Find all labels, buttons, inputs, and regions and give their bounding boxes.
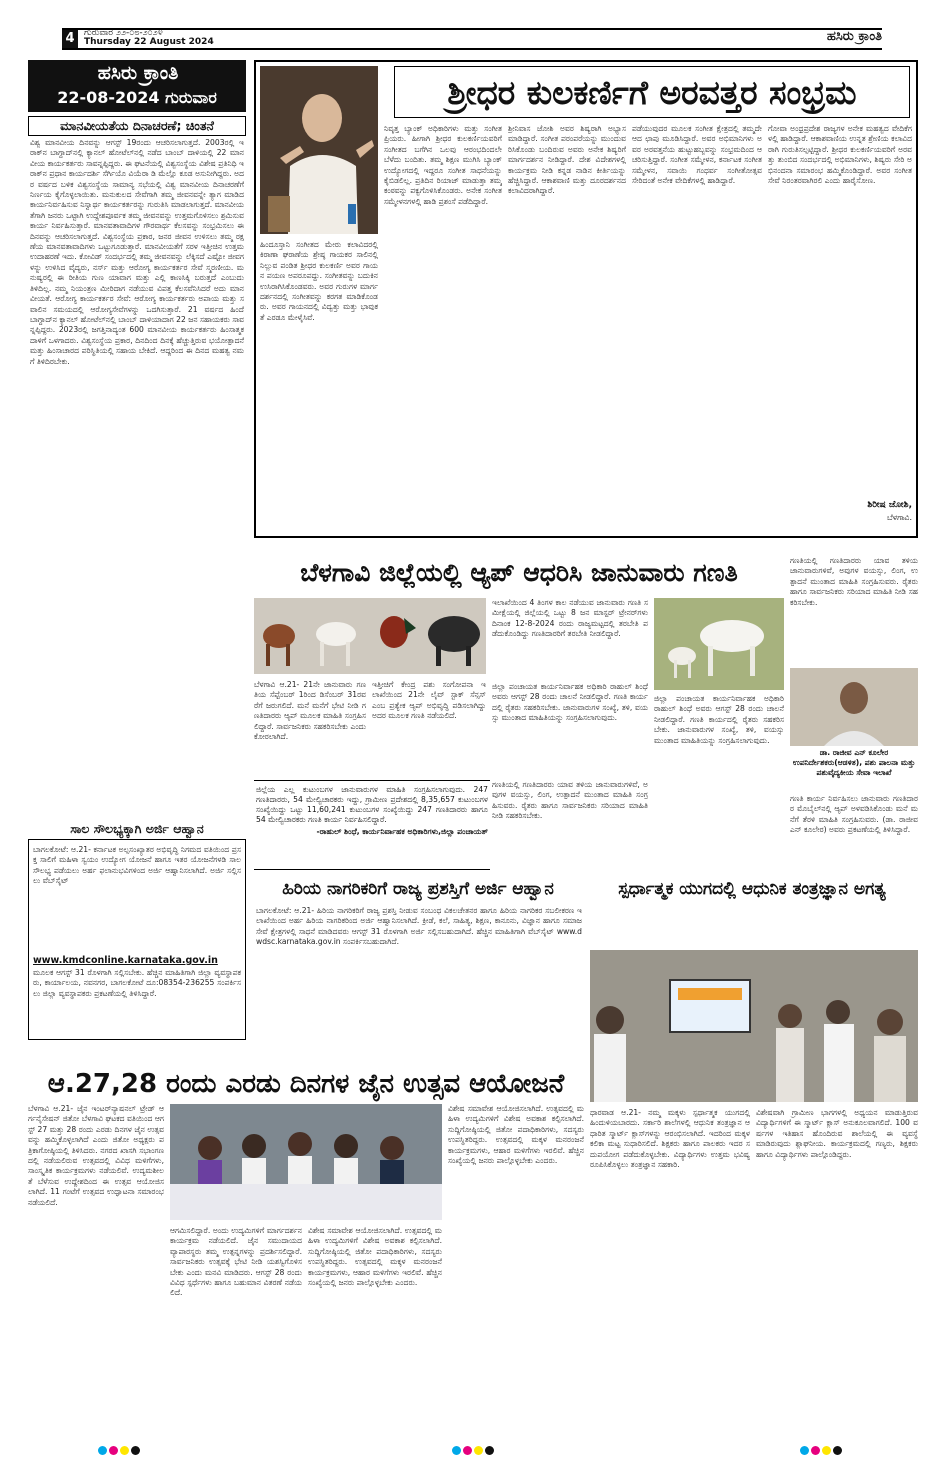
smart-class-photo-art bbox=[590, 950, 918, 1102]
jain-headline: ಆ.27,28 ರಂದು ಎರಡು ದಿನಗಳ ಜೈನ ಉತ್ಸವ ಆಯೋಜನೆ bbox=[47, 1069, 565, 1099]
cyan-dot bbox=[452, 1446, 461, 1455]
press-meet-photo bbox=[170, 1104, 442, 1220]
census-stats-box bbox=[254, 780, 490, 870]
top-story-col-1: ಹಿಂದೂಸ್ತಾನಿ ಸಂಗೀತದ ಮೇರು ಕಲಾವಿದರಲ್ಲಿ ಕಿರಾಣಾ ಘರಾಣೆಯ ಶ್ರೇಷ್ಠ ಗಾಯಕರ ಸಾಲಿನಲ್ಲಿ ನಿಲ್ಲುವ ಪಂಡಿತ ಶ್ರೀಧರ ಕುಲಕರ್ಣಿ ಅವರ ಗಾಯನ ಪಯಣ ಅಪರೂಪದ್ದು. ಸಂಗೀತವನ್ನು ಬದುಕಿನ ಉಸಿರಾಗಿಸಿಕೊಂಡವರು. ಅವರ ಗುರುಗಳ ಮಾರ್ಗದರ್ಶನದಲ್ಲಿ ಸಂಗೀತವನ್ನು ಕರಗತ ಮಾಡಿಕೊಂಡರು. ಅವರ ಗಾಯನದಲ್ಲಿ ವಿದ್ವತ್ತು ಮತ್ತು ಭಾವುಕತೆ ಎರಡೂ ಮೇಳೈಸಿವೆ. bbox=[260, 240, 378, 322]
cmyk-marks-right bbox=[800, 1440, 844, 1459]
black-dot bbox=[485, 1446, 494, 1455]
official-caption: ಡಾ. ರಾಜೀವ ಎನ್ ಕೂಲೇರ ಉಪನಿರ್ದೇಶಕರು(ಆಡಳಿತ), ಪಶು ಪಾಲನಾ ಮತ್ತು ಪಶುವೈದ್ಯಕೀಯ ಸೇವಾ ಇಲಾಖೆ bbox=[792, 748, 916, 777]
magenta-dot bbox=[109, 1446, 118, 1455]
census-text-a: ಇಲಾಖೆಯಿಂದ 4 ತಿಂಗಳ ಕಾಲ ನಡೆಯುವ ಜಾನುವಾರು ಗಣತಿ ಸಮೀಕ್ಷೆಯಲ್ಲಿ ಜಿಲ್ಲೆಯಲ್ಲಿ ಒಟ್ಟು 8 ಜನ ಮಾಸ್ಟರ್ ಟ್ರೇನರ್‌ಗಳು ದಿನಾಂಕ 12-8-2024 ರಂದು ರಾಜ್ಯಮಟ್ಟದಲ್ಲಿ ತರಬೇತಿ ಪಡೆದುಕೊಂಡಿದ್ದು ಗಣತಿದಾರರಿಗೆ ತರಬೇತಿ ನೀಡಲಿದ್ದಾರೆ. bbox=[492, 598, 648, 639]
loan-notice-title: ಸಾಲ ಸೌಲಭ್ಯಕ್ಕಾಗಿ ಅರ್ಜಿ ಆಹ್ವಾನ bbox=[28, 818, 246, 840]
official-photo bbox=[790, 668, 918, 746]
logo-date: 22-08-2024 ಗುರುವಾರ bbox=[57, 88, 217, 107]
census-text-b: ಬೆಳಗಾವಿ ಆ.21- 21ನೇ ಜಾನುವಾರು ಗಣತಿಯ ಸೆಪ್ಟೆಂಬರ್ 1ರಿಂದ ಡಿಸೆಂಬರ್ 31ರವರೆಗೆ ಜರುಗಲಿದೆ. ಮನೆ ಮನೆಗೆ ಭೇಟಿ ನೀಡಿ ಗಣತಿದಾರರು ಆ್ಯಪ್ ಮೂಲಕ ಮಾಹಿತಿ ಸಂಗ್ರಹಿಸಲಿದ್ದಾರೆ. ಸಾರ್ವಜನಿಕರು ಸಹಕರಿಸಬೇಕು ಎಂದು ಕೋರಲಾಗಿದೆ. bbox=[254, 680, 366, 742]
date-kannada: ಗುರುವಾರ ೨೨-೦೮-೨೦೨೪ bbox=[84, 28, 163, 38]
cyan-dot bbox=[98, 1446, 107, 1455]
yellow-dot bbox=[822, 1446, 831, 1455]
census-stats-signature: -ರಾಹುಲ್ ಶಿಂಧೆ, ಕಾರ್ಯನಿರ್ವಾಹಕ ಅಧಿಕಾರಿಗಳು,ಜಿಲ್ಲಾ ಪಂಚಾಯತ್ bbox=[316, 827, 488, 836]
jain-col-right: ವಿಶೇಷ ಸಮಾವೇಶ ಆಯೋಜಿಸಲಾಗಿದೆ. ಉತ್ಸವದಲ್ಲಿ ಮಹಿಳಾ ಉದ್ಯಮಿಗಳಿಗೆ ವಿಶೇಷ ಅವಕಾಶ ಕಲ್ಪಿಸಲಾಗಿದೆ. ಸುದ್ದಿಗೋಷ್ಠಿಯಲ್ಲಿ ಜಿತೋ ಪದಾಧಿಕಾರಿಗಳು, ಸದಸ್ಯರು ಉಪಸ್ಥಿತರಿದ್ದರು. ಉತ್ಸವದಲ್ಲಿ ಮಕ್ಕಳ ಮನರಂಜನೆ ಕಾರ್ಯಕ್ರಮಗಳು, ಆಹಾರ ಮಳಿಗೆಗಳು ಇರಲಿವೆ. ಹೆಚ್ಚಿನ ಸಂಖ್ಯೆಯಲ್ಲಿ ಜನರು ಪಾಲ್ಗೊಳ್ಳಬೇಕು ಎಂದರು. bbox=[308, 1226, 442, 1288]
top-story-col-5: ಗೋವಾ ಅಂಧ್ರಪ್ರದೇಶ ರಾಜ್ಯಗಳ ಅನೇಕ ಮಹತ್ವದ ವೇದಿಕೆಗಳಲ್ಲಿ ಹಾಡಿದ್ದಾರೆ. ಆಕಾಶವಾಣಿಯ ಉನ್ನತ ಶ್ರೇಣಿಯ ಕಲಾವಿದರಾಗಿ ಗುರುತಿಸಲ್ಪಟ್ಟಿದ್ದಾರೆ. ಶ್ರೀಧರ ಕುಲಕರ್ಣಿಯವರಿಗೆ ಅರವತ್ತು ತುಂಬಿದ ಸಂದರ್ಭದಲ್ಲಿ ಅಭಿಮಾನಿಗಳು, ಶಿಷ್ಯರು ಸೇರಿ ಅಭಿನಂದನಾ ಸಮಾರಂಭ ಹಮ್ಮಿಕೊಂಡಿದ್ದಾರೆ. ಅವರ ಸಂಗೀತ ಸೇವೆ ನಿರಂತರವಾಗಿರಲಿ ಎಂದು ಹಾರೈಸೋಣ. bbox=[768, 124, 912, 186]
tech-col-2: ವಿಶೇಷವಾಗಿ ಗ್ರಾಮೀಣ ಭಾಗಗಳಲ್ಲಿ ಅಧ್ಯಯನ ಮಾಡುತ್ತಿರುವ ವಿದ್ಯಾರ್ಥಿಗಳಿಗೆ ಈ ಸ್ಮಾರ್ಟ್ ಕ್ಲಾಸ್ ಅನುಕೂಲವಾಗಲಿದೆ. 100 ವರ್ಷಗಳ ಇತಿಹಾಸ ಹೊಂದಿರುವ ಶಾಲೆಯಲ್ಲಿ ಈ ವ್ಯವಸ್ಥೆ ಮಾಡಿರುವುದು ಶ್ಲಾಘನೀಯ. ಕಾರ್ಯಕ್ರಮದಲ್ಲಿ ಗಣ್ಯರು, ಶಿಕ್ಷಕರು ಹಾಗೂ ವಿದ್ಯಾರ್ಥಿಗಳು ಪಾಲ್ಗೊಂಡಿದ್ದರು. bbox=[756, 1108, 918, 1159]
humanity-article-body: ವಿಶ್ವ ಮಾನವೀಯ ದಿನವನ್ನು ಆಗಸ್ಟ್ 19ರಂದು ಆಚರಿಸಲಾಗುತ್ತದೆ. 2003ರಲ್ಲಿ ಇರಾಕ್‌ನ ಬಾಗ್ದಾದ್‌ನಲ್ಲಿ ಕ್ಯಾನಲ್ ಹೋಟೆಲ್‌ನಲ್ಲಿ ನಡೆದ ಬಾಂಬ್ ದಾಳಿಯಲ್ಲಿ 22 ಮಾನವೀಯ ಕಾರ್ಯಕರ್ತರು ಸಾವನ್ನಪ್ಪಿದ್ದರು. ಈ ಘಟನೆಯಲ್ಲಿ ವಿಶ್ವಸಂಸ್ಥೆಯ ವಿಶೇಷ ಪ್ರತಿನಿಧಿ ಇರಾಕ್‌ನ ಪ್ರಧಾನ ಕಾರ್ಯದರ್ಶಿ ಸೆರ್ಗಿಯೊ ವಿಯೆರಾ ಡಿ ಮೆಲ್ಲೊ ಕೂಡ ಅಸುನೀಗಿದ್ದರು. ಅದರ ವರ್ಷದ ಬಳಿಕ ವಿಶ್ವಸಂಸ್ಥೆಯ ಸಾಮಾನ್ಯ ಸಭೆಯಲ್ಲಿ ವಿಶ್ವ ಮಾನವೀಯ ದಿನಾಚರಣೆಗೆ ನಿರ್ಣಯ ಕೈಗೊಳ್ಳಲಾಯಿತು. ಮನುಕುಲದ ಸೇವೆಗಾಗಿ ತಮ್ಮ ಜೀವನವನ್ನೇ ತ್ಯಾಗ ಮಾಡಿದ ಕಾರ್ಯನಿರ್ವಹಿಸುವ ನಿಸ್ವಾರ್ಥ ಕಾರ್ಯಕರ್ತರನ್ನು ಗುರುತಿಸಿ ಮಾಡಲಾಗುತ್ತದೆ. ಮಾನವೀಯತೆಗಾಗಿ ಜನರು ಒಟ್ಟಾಗಿ ಉದ್ದೇಶಪೂರ್ವಕ ತಮ್ಮ ಜೀವನವನ್ನು ಉತ್ತಮಗೊಳಿಸಲು ಶ್ರಮಿಸುವ ಕಾರ್ಯ ನಿರ್ವಹಿಸುತ್ತಾರೆ. ಮಾನವತಾವಾದಿಗಳ ಗೌರವಾರ್ಥ ಕೆಲಸವನ್ನು ಸಂಭ್ರಮಿಸಲು ಈ ದಿನವನ್ನು ಆಚರಿಸಲಾಗುತ್ತದೆ. ವಿಶ್ವಸಂಸ್ಥೆಯ ಪ್ರಕಾರ, ಜನರ ಜೀವನ ಉಳಿಸಲು ತಮ್ಮ ರಕ್ಷಣೆಯ ಮಾನವತಾವಾದಿಗಳು ಒಟ್ಟುಗೂಡುತ್ತಾರೆ. ಮಾನವೀಯತೆಗೆ ಸರಳ ಇತ್ತೀಚಿನ ಉತ್ತಮ ಉದಾಹರಣೆ ಇದು. ಕೋವಿಡ್ ಸಂದರ್ಭದಲ್ಲಿ ತಮ್ಮ ಜೀವನವನ್ನು ಲೆಕ್ಕಿಸದೆ ಎಷ್ಟೋ ಜೀವಗಳನ್ನು ಉಳಿಸಿದ ವೈದ್ಯರು, ನರ್ಸ್ ಮತ್ತು ಆರೋಗ್ಯ ಕಾರ್ಯಕರ್ತರ ಸೇವೆ ಸ್ಮರಣೀಯ. ಮನುಷ್ಯರಲ್ಲಿ ಈ ರೀತಿಯ ಗುಣ ಯಾವಾಗ ಮತ್ತು ಎಲ್ಲಿ ಕಾಣಸಿಕ್ಕಿ ಬರುತ್ತದೆ ಎಂಬುದು ತಿಳಿದಿಲ್ಲ. ನಮ್ಮ ನಿಯಂತ್ರಣ ಮೀರಿದಾಗ ನಡೆಯುವ ವಿಪತ್ತ ಕೆಲಸವೆನಿಸಿದರೆ ಅದು ಮಾನವೀಯತೆ. ಆರೋಗ್ಯ ಕಾರ್ಯಕರ್ತರ ಸೇವೆ: ಆರೋಗ್ಯ ಕಾರ್ಯಕರ್ತರು ಅಪಾಯ ಮತ್ತು ಸವಾಲಿನ ಸಮಯದಲ್ಲಿ ಆರೋಗ್ಯಸೇವೆಗಳನ್ನು ಒದಗಿಸುತ್ತಾರೆ. 21 ವರ್ಷದ ಹಿಂದೆ ಬಾಗ್ದಾದ್‌ನ ಕ್ಯಾನಲ್ ಹೋಟೆಲ್‌ನಲ್ಲಿ ಬಾಂಬ್ ದಾಳಿಯಾದಾಗ 22 ಜನ ಸಹಾಯಕರು ಸಾವನ್ನಪ್ಪಿದ್ದರು. 2023ರಲ್ಲಿ ಜಗತ್ತಿನಾದ್ಯಂತ 600 ಮಾನವೀಯ ಕಾರ್ಯಕರ್ತರು ಹಿಂಸಾತ್ಮಕ ದಾಳಿಗೆ ಒಳಗಾದರು. ವಿಶ್ವಸಂಸ್ಥೆಯ ಪ್ರಕಾರ, ದಿನದಿಂದ ದಿನಕ್ಕೆ ಹೆಚ್ಚುತ್ತಿರುವ ಭಯೋತ್ಪಾದನೆ ಮತ್ತು ಹಿಂಸಾಚಾರದ ಪರಿಸ್ಥಿತಿಯಲ್ಲಿ ಸಹಾಯ ಬೇಕಿದೆ. ಆದ್ದರಿಂದ ಈ ದಿನದ ಮಹತ್ವ ನಮಗೆ ತಿಳಿದಿರಬೇಕು. bbox=[30, 138, 244, 366]
smart-class-photo bbox=[590, 950, 918, 1102]
loan-notice-body: ಬಾಗಲಕೋಟೆ: ಆ.21- ಕರ್ನಾಟಕ ಅಲ್ಪಸಂಖ್ಯಾತರ ಅಭಿವೃದ್ಧಿ ನಿಗಮದ ವತಿಯಿಂದ ಪ್ರಸಕ್ತ ಸಾಲಿಗೆ ಮಹಿಳಾ ಸ್ವಯಂ ಉದ್ಯೋಗ ಯೋಜನೆ ಹಾಗೂ ಇತರ ಯೋಜನೆಗಳಡಿ ಸಾಲ ಸೌಲಭ್ಯ ಪಡೆಯಲು ಅರ್ಹ ಫಲಾನುಭವಿಗಳಿಂದ ಅರ್ಜಿ ಆಹ್ವಾನಿಸಲಾಗಿದೆ. ಅರ್ಜಿ ಸಲ್ಲಿಸಲು ವೆಬ್‌ಸೈಟ್ bbox=[33, 845, 241, 886]
census-stats-text: ಜಿಲ್ಲೆಯ ಎಲ್ಲ ಕುಟುಂಬಗಳ ಜಾನುವಾರುಗಳ ಮಾಹಿತಿ ಸಂಗ್ರಹಿಸಲಾಗುವುದು. 247 ಗಣತಿದಾರರು, 54 ಮೇಲ್ವಿಚಾರಕರು ಇದ್ದು, ಗ್ರಾಮೀಣ ಪ್ರದೇಶದಲ್ಲಿ 8,35,657 ಕುಟುಂಬಗಳ ಸಂಖ್ಯೆಯಿದ್ದು ಒಟ್ಟು 11,60,241 ಕುಟುಂಬಗಳ ಸಂಖ್ಯೆಯಿದ್ದು 247 ಗಣತಿದಾರರು ಹಾಗೂ 54 ಮೇಲ್ವಿಚಾರಕರು ಗಣತಿ ಕಾರ್ಯ ನಿರ್ವಹಿಸಲಿದ್ದಾರೆ. bbox=[256, 785, 488, 824]
census-text-g-top: ಗಣತಿಯಲ್ಲಿ ಗಣತಿದಾರರು ಯಾವ ತಳಿಯ ಜಾನುವಾರುಗಳಿವೆ, ಅವುಗಳ ವಯಸ್ಸು, ಲಿಂಗ, ಉತ್ಪಾದನೆ ಮುಂತಾದ ಮಾಹಿತಿ ಸಂಗ್ರಹಿಸುವರು. ರೈತರು ಹಾಗೂ ಸಾರ್ವಜನಿಕರು ಸರಿಯಾದ ಮಾಹಿತಿ ನೀಡಿ ಸಹಕರಿಸಬೇಕು. bbox=[790, 556, 918, 607]
magenta-dot bbox=[811, 1446, 820, 1455]
census-text-f: ಗಣತಿಯಲ್ಲಿ ಗಣತಿದಾರರು ಯಾವ ತಳಿಯ ಜಾನುವಾರುಗಳಿವೆ, ಅವುಗಳ ವಯಸ್ಸು, ಲಿಂಗ, ಉತ್ಪಾದನೆ ಮುಂತಾದ ಮಾಹಿತಿ ಸಂಗ್ರಹಿಸುವರು. ರೈತರು ಹಾಗೂ ಸಾರ್ವಜನಿಕರು ಸರಿಯಾದ ಮಾಹಿತಿ ನೀಡಿ ಸಹಕರಿಸಬೇಕು. bbox=[492, 780, 648, 821]
top-story-col-3: ಶ್ರೀನಿವಾಸ ಜೋಶಿ ಅವರ ಶಿಷ್ಯರಾಗಿ ಅಭ್ಯಾಸ ಮಾಡಿದ್ದಾರೆ. ಸಂಗೀತ ಪರಂಪರೆಯನ್ನು ಮುಂದುವರಿಸಿಕೊಂಡು ಬಂದಿರುವ ಅವರು ಅನೇಕ ಶಿಷ್ಯರಿಗೆ ಮಾರ್ಗದರ್ಶನ ನೀಡಿದ್ದಾರೆ. ದೇಶ ವಿದೇಶಗಳಲ್ಲಿ ಕಾರ್ಯಕ್ರಮ ನೀಡಿ ಕನ್ನಡ ನಾಡಿನ ಕೀರ್ತಿಯನ್ನು ಹೆಚ್ಚಿಸಿದ್ದಾರೆ. ಆಕಾಶವಾಣಿ ಮತ್ತು ದೂರದರ್ಶನದ ಕಲಾವಿದರಾಗಿದ್ದಾರೆ. bbox=[508, 124, 626, 196]
section-title-humanity: ಮಾನವೀಯತೆಯ ದಿನಾಚರಣೆ; ಚಿಂತನೆ bbox=[28, 116, 246, 136]
census-text-c: ಇತ್ತೀಚಿಗೆ ಕೇಂದ್ರ ಪಶು ಸಂಗೋಪನಾ ಇಲಾಖೆಯಿಂದ 21ನೇ ಲೈವ್ ಸ್ಟಾಕ್ ಸೆನ್ಸಸ್ ಎಂಬ ಪ್ರತ್ಯೇಕ ಆ್ಯಪ್ ಅಭಿವೃದ್ಧಿ ಪಡಿಸಲಾಗಿದ್ದು ಅದರ ಮೂಲಕ ಗಣತಿ ನಡೆಯಲಿದೆ. bbox=[372, 680, 486, 721]
census-text-h: ಜಿಲ್ಲಾ ಪಂಚಾಯತ ಕಾರ್ಯನಿರ್ವಾಹಕ ಅಧಿಕಾರಿ ರಾಹುಲ್ ಶಿಂಧೆ ಅವರು ಆಗಸ್ಟ್ 28 ರಂದು ಚಾಲನೆ ನೀಡಲಿದ್ದಾರೆ. ಗಣತಿ ಕಾರ್ಯದಲ್ಲಿ ರೈತರು ಸಹಕರಿಸಬೇಕು. ಜಾನುವಾರುಗಳ ಸಂಖ್ಯೆ, ತಳಿ, ವಯಸ್ಸು ಮುಂತಾದ ಮಾಹಿತಿಯನ್ನು ಸಂಗ್ರಹಿಸಲಾಗುವುದು. bbox=[654, 694, 784, 745]
black-dot bbox=[131, 1446, 140, 1455]
tech-col-1: ಧಾರವಾಡ ಆ.21- ನಮ್ಮ ಮಕ್ಕಳು ಸ್ಪರ್ಧಾತ್ಮಕ ಯುಗದಲ್ಲಿ ಹಿಂದುಳಿಯಬಾರದು. ಸರ್ಕಾರಿ ಶಾಲೆಗಳಲ್ಲಿ ಆಧುನಿಕ ತಂತ್ರಜ್ಞಾನ ಆಧಾರಿತ ಸ್ಮಾರ್ಟ್ ಕ್ಲಾಸ್‌ಗಳನ್ನು ಆರಂಭಿಸಲಾಗಿದೆ. ಇದರಿಂದ ಮಕ್ಕಳ ಕಲಿಕಾ ಮಟ್ಟ ಸುಧಾರಿಸಲಿದೆ. ಶಿಕ್ಷಕರು ಹಾಗೂ ಪಾಲಕರು ಇದರ ಸದುಪಯೋಗ ಪಡೆದುಕೊಳ್ಳಬೇಕು. ವಿದ್ಯಾರ್ಥಿಗಳು ಉತ್ತಮ ಭವಿಷ್ಯ ರೂಪಿಸಿಕೊಳ್ಳಲು ತಂತ್ರಜ್ಞಾನ ಸಹಕಾರಿ. bbox=[590, 1108, 750, 1170]
elderly-body: ಬಾಗಲಕೋಟೆ: ಆ.21- ಹಿರಿಯ ನಾಗರಿಕರಿಗೆ ರಾಜ್ಯ ಪ್ರಶಸ್ತಿ ನೀಡುವ ಸಂಬಂಧ ವಿಕಲಚೇತನರ ಹಾಗೂ ಹಿರಿಯ ನಾಗರಿಕರ ಸಬಲೀಕರಣ ಇಲಾಖೆಯಿಂದ ಅರ್ಹ ಹಿರಿಯ ನಾಗರಿಕರಿಂದ ಅರ್ಜಿ ಆಹ್ವಾನಿಸಲಾಗಿದೆ. ಕ್ರೀಡೆ, ಕಲೆ, ಸಾಹಿತ್ಯ, ಶಿಕ್ಷಣ, ಕಾನೂನು, ವಿಜ್ಞಾನ ಹಾಗೂ ಸಮಾಜ ಸೇವೆ ಕ್ಷೇತ್ರಗಳಲ್ಲಿ ಸಾಧನೆ ಮಾಡಿದವರು ಆಗಸ್ಟ್ 31 ರೊಳಗಾಗಿ ಅರ್ಜಿ ಸಲ್ಲಿಸಬಹುದಾಗಿದೆ. ಹೆಚ್ಚಿನ ಮಾಹಿತಿಗಾಗಿ ವೆಬ್‌ಸೈಟ್ www.dwdsc.karnataka.gov.in ಸಂಪರ್ಕಿಸಬಹುದಾಗಿದೆ. bbox=[256, 906, 582, 947]
jain-col-left: ಬೆಳಗಾವಿ ಆ.21- ಜೈನ ಇಂಟರ್‌ನ್ಯಾಷನಲ್ ಟ್ರೇಡ್ ಆರ್ಗನೈಸೇಷನ್ ಜಿತೋ ಬೆಳಗಾವಿ ಘಟಕದ ವತಿಯಿಂದ ಆಗಸ್ಟ್ 27 ಮತ್ತು 28 ರಂದು ಎರಡು ದಿನಗಳ ಜೈನ ಉತ್ಸವವನ್ನು ಹಮ್ಮಿಕೊಳ್ಳಲಾಗಿದೆ ಎಂದು ಜಿತೋ ಅಧ್ಯಕ್ಷರು ಪತ್ರಿಕಾಗೋಷ್ಠಿಯಲ್ಲಿ ತಿಳಿಸಿದರು. ನಗರದ ಖಾಸಗಿ ಸಭಾಂಗಣದಲ್ಲಿ ನಡೆಯಲಿರುವ ಉತ್ಸವದಲ್ಲಿ ವಿವಿಧ ಮಳಿಗೆಗಳು, ಸಾಂಸ್ಕೃತಿಕ ಕಾರ್ಯಕ್ರಮಗಳು ನಡೆಯಲಿವೆ. ಉದ್ಯಮಶೀಲತೆ ಬೆಳೆಸುವ ಉದ್ದೇಶದಿಂದ ಈ ಉತ್ಸವ ಆಯೋಜಿಸಲಾಗಿದೆ. 11 ಗಂಟೆಗೆ ಉತ್ಸವದ ಉದ್ಘಾಟನಾ ಸಮಾರಂಭ ನಡೆಯಲಿದೆ. bbox=[28, 1104, 164, 1207]
loan-notice-link[interactable]: www.kmdconline.karnataka.gov.in bbox=[33, 955, 218, 966]
top-story-byline: ಶಿರೀಷ ಜೋಶಿ, bbox=[867, 500, 912, 510]
magenta-dot bbox=[463, 1446, 472, 1455]
tech-headline: ಸ್ಪರ್ಧಾತ್ಮಕ ಯುಗದಲ್ಲಿ ಆಧುನಿಕ ತಂತ್ರಜ್ಞಾನ ಅಗತ್ಯ bbox=[618, 879, 886, 899]
top-story-headline: ಶ್ರೀಧರ ಕುಲಕರ್ಣಿಗೆ ಅರವತ್ತರ ಸಂಭ್ರಮ bbox=[394, 66, 910, 118]
jain-col-mid: ಆಗಮಿಸಲಿದ್ದಾರೆ. ಅಂದು ಉದ್ಯಮಿಗಳಿಗೆ ಮಾರ್ಗದರ್ಶನ ಕಾರ್ಯಕ್ರಮ ನಡೆಯಲಿದೆ. ಜೈನ ಸಮುದಾಯದ ವ್ಯಾಪಾರಸ್ಥರು ತಮ್ಮ ಉತ್ಪನ್ನಗಳನ್ನು ಪ್ರದರ್ಶಿಸಲಿದ್ದಾರೆ. ಸಾರ್ವಜನಿಕರು ಉತ್ಸವಕ್ಕೆ ಭೇಟಿ ನೀಡಿ ಯಶಸ್ವಿಗೊಳಿಸಬೇಕು ಎಂದು ಮನವಿ ಮಾಡಿದರು. ಆಗಸ್ಟ್ 28 ರಂದು ವಿವಿಧ ಸ್ಪರ್ಧೆಗಳು ಹಾಗೂ ಬಹುಮಾನ ವಿತರಣೆ ನಡೆಯಲಿದೆ. bbox=[170, 1226, 302, 1298]
cyan-dot bbox=[800, 1446, 809, 1455]
census-text-e: ಜಿಲ್ಲಾ ಪಂಚಾಯತ ಕಾರ್ಯನಿರ್ವಾಹಕ ಅಧಿಕಾರಿ ರಾಹುಲ್ ಶಿಂಧೆ ಅವರು ಆಗಸ್ಟ್ 28 ರಂದು ಚಾಲನೆ ನೀಡಲಿದ್ದಾರೆ. ಗಣತಿ ಕಾರ್ಯದಲ್ಲಿ ರೈತರು ಸಹಕರಿಸಬೇಕು. ಜಾನುವಾರುಗಳ ಸಂಖ್ಯೆ, ತಳಿ, ವಯಸ್ಸು ಮುಂತಾದ ಮಾಹಿತಿಯನ್ನು ಸಂಗ್ರಹಿಸಲಾಗುವುದು. bbox=[492, 682, 648, 723]
dateline bbox=[84, 29, 214, 47]
cmyk-marks-left bbox=[98, 1440, 142, 1459]
page-number: 4 bbox=[62, 30, 78, 48]
black-dot bbox=[833, 1446, 842, 1455]
top-story-byline-place: ಬೆಳಗಾವಿ. bbox=[887, 513, 912, 522]
official-photo-art bbox=[790, 668, 918, 746]
cow-calf-photo-art bbox=[654, 598, 784, 690]
singer-photo bbox=[260, 66, 378, 234]
elderly-headline: ಹಿರಿಯ ನಾಗರಿಕರಿಗೆ ರಾಜ್ಯ ಪ್ರಶಸ್ತಿಗೆ ಅರ್ಜಿ ಆಹ್ವಾನ bbox=[282, 879, 554, 899]
top-story-col-4: ಪಡೆಯುವುದರ ಮೂಲಕ ಸಂಗೀತ ಕ್ಷೇತ್ರದಲ್ಲಿ ತಮ್ಮದೇ ಆದ ಛಾಪು ಮೂಡಿಸಿದ್ದಾರೆ. ಅವರ ಅಭಿಮಾನಿಗಳು ಅವರ ಅರವತ್ತನೆಯ ಹುಟ್ಟುಹಬ್ಬವನ್ನು ಸಂಭ್ರಮದಿಂದ ಆಚರಿಸುತ್ತಿದ್ದಾರೆ. ಸಂಗೀತ ಸಮ್ಮೇಳನ, ಕರ್ನಾಟಕ ಸಂಗೀತ ಸಮ್ಮೇಳನ, ಸವಾಯಿ ಗಂಧರ್ವ ಸಂಗೀತೋತ್ಸವ ಸೇರಿದಂತೆ ಅನೇಕ ವೇದಿಕೆಗಳಲ್ಲಿ ಹಾಡಿದ್ದಾರೆ. bbox=[632, 124, 762, 186]
cow-calf-photo bbox=[654, 598, 784, 690]
singer-photo-art bbox=[260, 66, 378, 234]
census-headline: ಬೆಳಗಾವಿ ಜಿಲ್ಲೆಯಲ್ಲಿ ಆ್ಯಪ್ ಆಧರಿಸಿ ಜಾನುವಾರು ಗಣತಿ bbox=[300, 558, 738, 587]
date-english: Thursday 22 August 2024 bbox=[84, 37, 214, 47]
jain-col-far-right: ವಿಶೇಷ ಸಮಾವೇಶ ಆಯೋಜಿಸಲಾಗಿದೆ. ಉತ್ಸವದಲ್ಲಿ ಮಹಿಳಾ ಉದ್ಯಮಿಗಳಿಗೆ ವಿಶೇಷ ಅವಕಾಶ ಕಲ್ಪಿಸಲಾಗಿದೆ. ಸುದ್ದಿಗೋಷ್ಠಿಯಲ್ಲಿ ಜಿತೋ ಪದಾಧಿಕಾರಿಗಳು, ಸದಸ್ಯರು ಉಪಸ್ಥಿತರಿದ್ದರು. ಉತ್ಸವದಲ್ಲಿ ಮಕ್ಕಳ ಮನರಂಜನೆ ಕಾರ್ಯಕ್ರಮಗಳು, ಆಹಾರ ಮಳಿಗೆಗಳು ಇರಲಿವೆ. ಹೆಚ್ಚಿನ ಸಂಖ್ಯೆಯಲ್ಲಿ ಜನರು ಪಾಲ್ಗೊಳ್ಳಬೇಕು ಎಂದರು. bbox=[448, 1104, 584, 1166]
logo-title: ಹಸಿರು ಕ್ರಾಂತಿ bbox=[97, 62, 179, 84]
masthead-right: ಹಸಿರು ಕ್ರಾಂತಿ bbox=[826, 29, 882, 44]
loan-notice-body-2: ಮೂಲಕ ಆಗಸ್ಟ್ 31 ರೊಳಗಾಗಿ ಸಲ್ಲಿಸಬೇಕು. ಹೆಚ್ಚಿನ ಮಾಹಿತಿಗಾಗಿ ಜಿಲ್ಲಾ ವ್ಯವಸ್ಥಾಪಕರು, ಕಾರ್ಯಾಲಯ, ನವನಗರ, ಬಾಗಲಕೋಟೆ ದೂ:08354-236255 ಸಂಪರ್ಕಿಸಲು ಜಿಲ್ಲಾ ವ್ಯವಸ್ಥಾಪಕರು ಪ್ರಕಟಣೆಯಲ್ಲಿ ತಿಳಿಸಿದ್ದಾರೆ. bbox=[33, 968, 241, 998]
top-story-col-2: ನಿವೃತ್ತ ಬ್ಯಾಂಕ್ ಅಧಿಕಾರಿಗಳು ಮತ್ತು ಸಂಗೀತ ಪ್ರಿಯರು. ಹೀಗಾಗಿ ಶ್ರೀಧರ ಕುಲಕರ್ಣಿಯವರಿಗೆ ಸಂಗೀತದ ಬಗೆಗಿನ ಒಲವು ಆರಂಭದಿಂದಲೇ ಬೆಳೆದು ಬಂದಿತು. ತಮ್ಮ ಶಿಕ್ಷಣ ಮುಗಿಸಿ ಬ್ಯಾಂಕ್ ಉದ್ಯೋಗದಲ್ಲಿ ಇದ್ದರೂ ಸಂಗೀತ ಸಾಧನೆಯನ್ನು ಕೈಬಿಡಲಿಲ್ಲ. ಪ್ರತಿದಿನ ರಿಯಾಜ್ ಮಾಡುತ್ತಾ ತಮ್ಮ ಕಂಠವನ್ನು ಪಕ್ವಗೊಳಿಸಿಕೊಂಡರು. ಅನೇಕ ಸಂಗೀತ ಸಮ್ಮೇಳನಗಳಲ್ಲಿ ಹಾಡಿ ಪ್ರಶಂಸೆ ಪಡೆದಿದ್ದಾರೆ. bbox=[384, 124, 502, 206]
press-meet-photo-art bbox=[170, 1104, 442, 1220]
yellow-dot bbox=[474, 1446, 483, 1455]
yellow-dot bbox=[120, 1446, 129, 1455]
census-text-g: ಗಣತಿ ಕಾರ್ಯ ನಿರ್ವಹಿಸಲು ಜಾನುವಾರು ಗಣತಿದಾರರ ಮೊಬೈಲ್‌ನಲ್ಲಿ ಆ್ಯಪ್ ಅಳವಡಿಸಿಕೊಂಡು ಮನೆ ಮನೆಗೆ ತೆರಳಿ ಮಾಹಿತಿ ಸಂಗ್ರಹಿಸುವರು. (ಡಾ. ರಾಜೀವ ಎನ್ ಕೂಲೇರ) ಅವರು ಪ್ರಕಟಣೆಯಲ್ಲಿ ತಿಳಿಸಿದ್ದಾರೆ. bbox=[790, 794, 918, 835]
masthead-logo bbox=[28, 60, 246, 112]
cmyk-marks-center bbox=[452, 1440, 496, 1459]
animals-photo bbox=[254, 598, 486, 674]
animals-photo-art bbox=[254, 598, 486, 674]
